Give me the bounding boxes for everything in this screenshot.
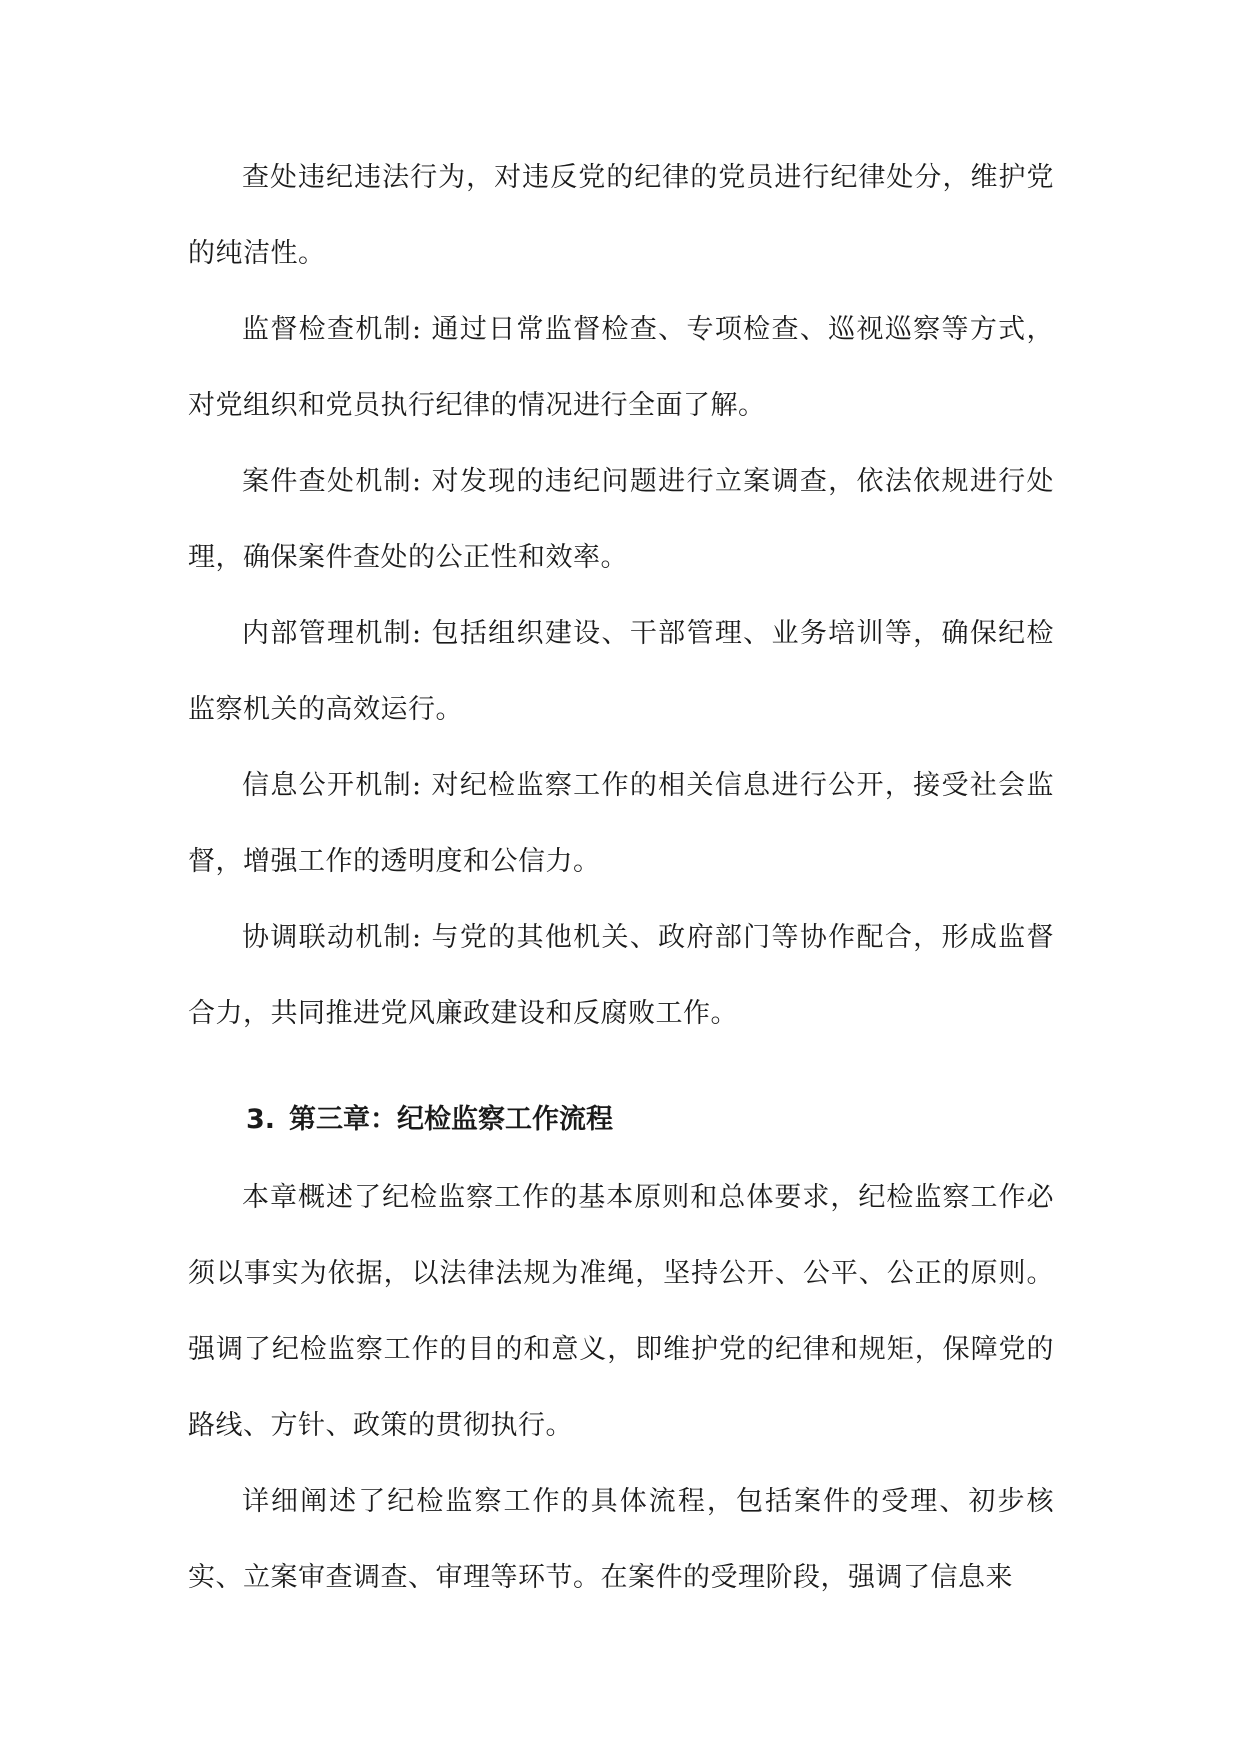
paragraph-supervision-mechanism: 监督检查机制: 通过日常监督检查、专项检查、巡视巡察等方式，对党组织和党员执行纪律的情况进行全面了解。 [188, 314, 1054, 421]
paragraph-coordination-mechanism: 协调联动机制: 与党的其他机关、政府部门等协作配合，形成监督合力，共同推进党风廉政建设和反腐败工作。 [188, 922, 1054, 1029]
paragraph-discipline-enforcement: 查处违纪违法行为，对违反党的纪律的党员进行纪律处分，维护党的纯洁性。 [188, 162, 1054, 269]
paragraph-case-handling-mechanism: 案件查处机制: 对发现的违纪问题进行立案调查，依法依规进行处理，确保案件查处的公正性和效率。 [188, 466, 1054, 573]
paragraph-information-disclosure-mechanism: 信息公开机制: 对纪检监察工作的相关信息进行公开，接受社会监督，增强工作的透明度和公信力。 [188, 770, 1054, 877]
chapter-number: 3. [246, 1104, 276, 1135]
paragraph-internal-management-mechanism: 内部管理机制: 包括组织建设、干部管理、业务培训等，确保纪检监察机关的高效运行。 [188, 618, 1054, 725]
paragraph-workflow-detail: 详细阐述了纪检监察工作的具体流程，包括案件的受理、初步核实、立案审查调查、审理等环节。在案件的受理阶段，强调了信息来 [188, 1486, 1054, 1593]
chapter-heading [188, 1080, 1054, 1160]
chapter-title: 第三章：纪检监察工作流程 [289, 1104, 614, 1135]
paragraph-chapter-overview: 本章概述了纪检监察工作的基本原则和总体要求，纪检监察工作必须以事实为依据，以法律法规为准绳，坚持公开、公平、公正的原则。强调了纪检监察工作的目的和意义，即维护党的纪律和规矩，保障党的路线、方针、政策的贯彻执行。 [188, 1182, 1054, 1441]
document-body [188, 140, 1054, 1616]
